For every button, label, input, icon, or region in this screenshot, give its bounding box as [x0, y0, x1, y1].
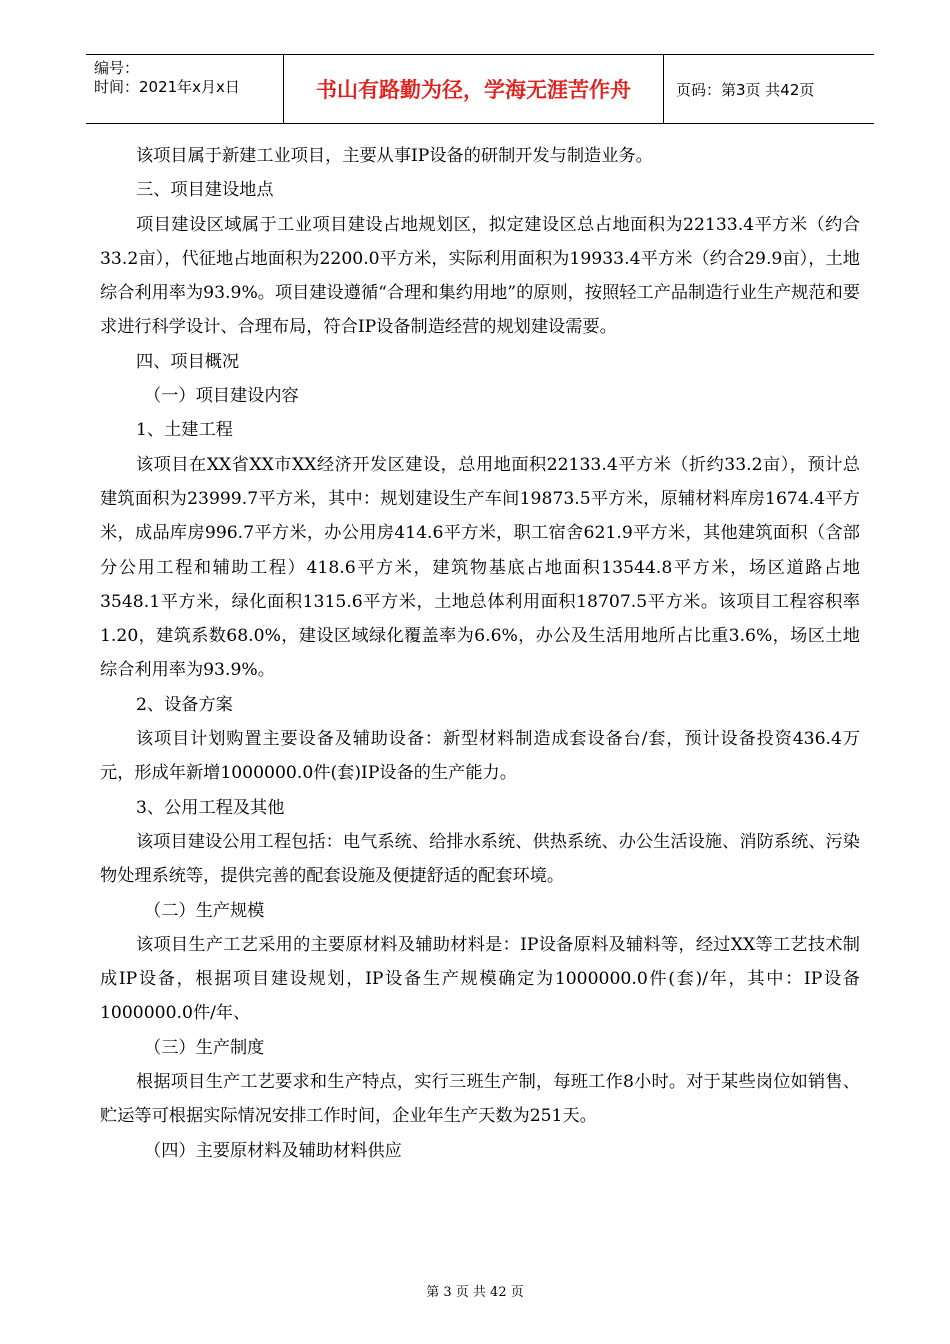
subsection-heading: （三）生产制度 [144, 1037, 265, 1058]
serial-label: 编号： [94, 59, 140, 77]
subsection-heading: （一）项目建设内容 [144, 386, 299, 407]
paragraph: 该项目建设公用工程包括：电气系统、给排水系统、供热系统、办公生活设施、消防系统、污染物处理系统等，提供完善的配套设施及便捷舒适的配套环境。 [100, 831, 860, 887]
header-page-info: 页码：第3页 共42页 [676, 80, 815, 99]
section-heading: 三、项目建设地点 [136, 180, 274, 201]
header-motto: 书山有路勤为径，学海无涯苦作舟 [284, 55, 664, 123]
section-heading: 四、项目概况 [136, 351, 240, 372]
paragraph: 该项目计划购置主要设备及辅助设备：新型材料制造成套设备台/套，预计设备投资436.4万元，形成年新增1000000.0件(套)IP设备的生产能力。 [100, 729, 860, 784]
subsection-heading: （二）生产规模 [144, 900, 265, 921]
paragraph: 该项目属于新建工业项目，主要从事IP设备的研制开发与制造业务。 [136, 146, 653, 166]
paragraph: 项目建设区域属于工业项目建设占地规划区，拟定建设区总占地面积为22133.4平方米（约合33.2亩），代征地占地面积为2200.0平方米，实际利用面积为19933.4平方米（约合29.9亩），土地综合利用率为93.9%。项目建设遵循“合理和集约用地”的原则，按照轻工产品制造行业生产规范和要求进行科学设计、合理布局，符合IP设备制造经营的规划建设需要。 [100, 214, 860, 338]
item-heading: 3、公用工程及其他 [136, 797, 285, 818]
time-label: 时间：2021年x月x日 [94, 78, 240, 96]
item-heading: 1、土建工程 [136, 420, 233, 441]
page-footer: 第 3 页 共 42 页 [426, 1285, 524, 1300]
header-meta [86, 55, 284, 123]
document-body [100, 139, 860, 1168]
subsection-heading: （四）主要原材料及辅助材料供应 [144, 1140, 402, 1161]
page-header [86, 54, 874, 124]
paragraph: 根据项目生产工艺要求和生产特点，实行三班生产制，每班工作8小时。对于某些岗位如销售、贮运等可根据实际情况安排工作时间，企业年生产天数为251天。 [100, 1072, 860, 1127]
item-heading: 2、设备方案 [136, 694, 233, 715]
paragraph: 该项目生产工艺采用的主要原材料及辅助材料是：IP设备原料及辅料等，经过XX等工艺技术制成IP设备，根据项目建设规划，IP设备生产规模确定为1000000.0件(套)/年，其中：IP设备1000000.0件/年、 [100, 934, 860, 1024]
paragraph: 该项目在XX省XX市XX经济开发区建设，总用地面积22133.4平方米（折约33.2亩），预计总建筑面积为23999.7平方米，其中：规划建设生产车间19873.5平方米，原辅材料库房1674.4平方米，成品库房996.7平方米，办公用房414.6平方米，职工宿舍621.9平方米，其他建筑面积（含部分公用工程和辅助工程）418.6平方米，建筑物基底占地面积13544.8平方米，场区道路占地3548.1平方米，绿化面积1315.6平方米，土地总体利用面积18707.5平方米。该项目工程容积率1.20，建筑系数68.0%，建设区域绿化覆盖率为6.6%，办公及生活用地所占比重3.6%，场区土地综合利用率为93.9%。 [100, 454, 860, 681]
